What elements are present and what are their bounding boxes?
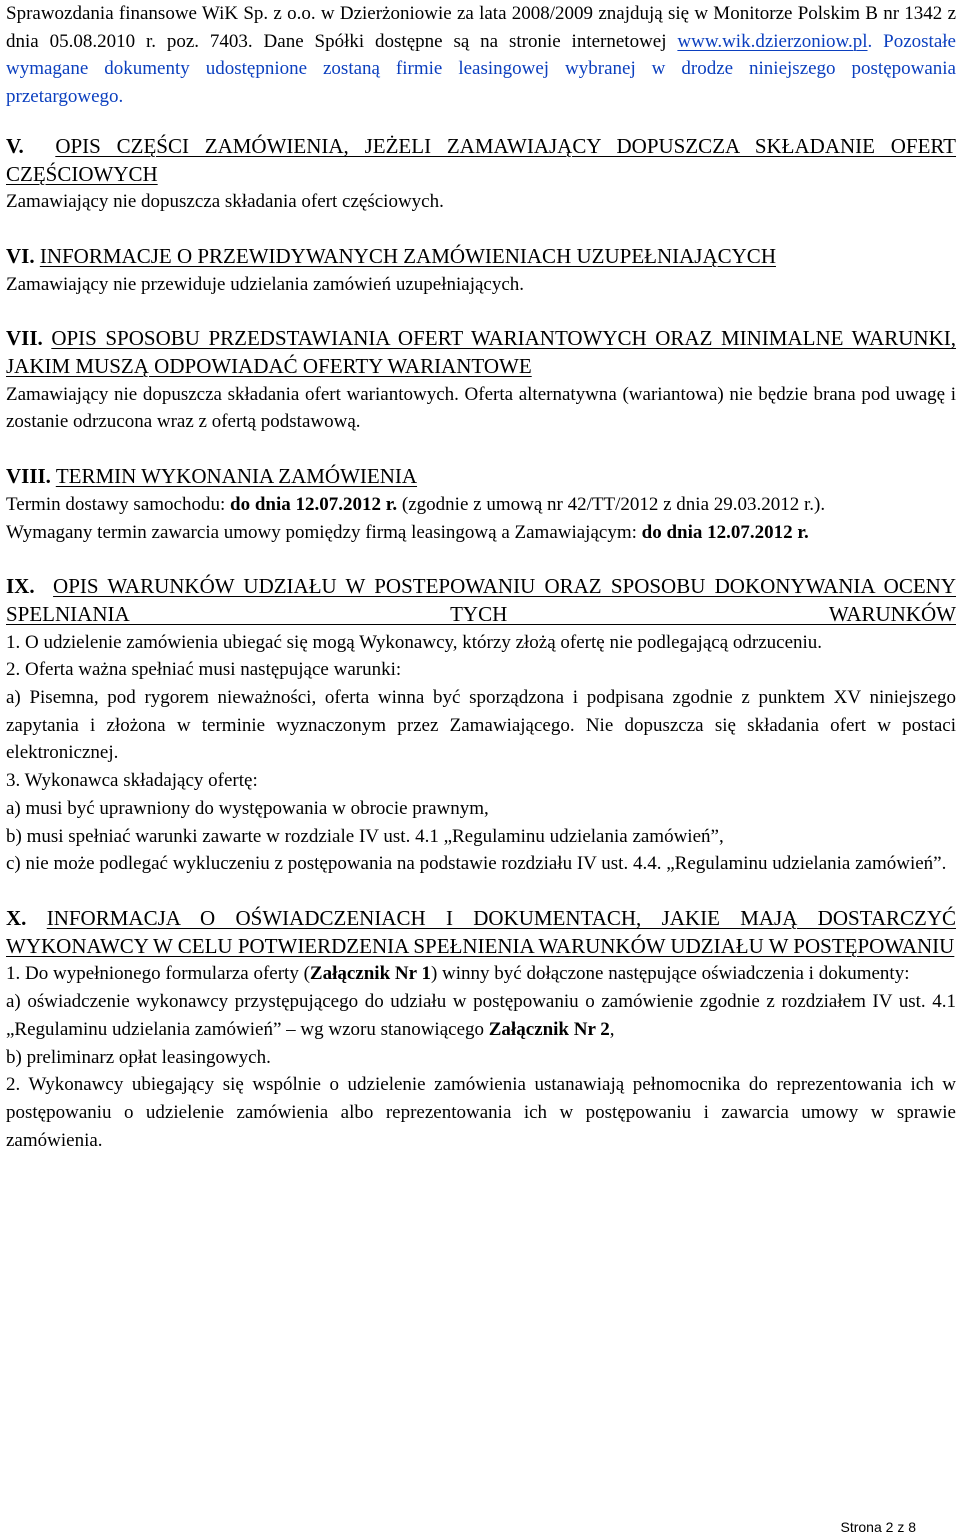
company-website-link[interactable]: www.wik.dzierzoniow.pl: [677, 30, 868, 52]
section-ix-heading: [6, 573, 956, 628]
delivery-term-label: Termin dostawy samochodu:: [6, 493, 230, 515]
section-x-item-1a-end: ,: [609, 1018, 615, 1040]
section-x-title: INFORMACJA O OŚWIADCZENIACH I DOKUMENTACH, JAKIE MAJĄ DOSTARCZYĆ WYKONAWCY W CELU POTWIERDZENIA SPEŁNIENIA WARUNKÓW UDZIAŁU W POSTĘPOWANIU: [6, 905, 956, 958]
section-viii-title: TERMIN WYKONANIA ZAMÓWIENIA: [55, 464, 418, 489]
section-x-item-2: 2. Wykonawcy ubiegający się wspólnie o udzielenie zamówienia ustanawiają pełnomocnika do reprezentowania ich w postępowaniu o udzielenie zamówienia albo reprezentowania ich w postępowaniu i zawarcia umowy w sprawie zamówienia.: [6, 1074, 956, 1151]
section-x-item-1-text: 1. Do wypełnionego formularza oferty (: [6, 963, 310, 985]
section-vii-title: OPIS SPOSOBU PRZEDSTAWIANIA OFERT WARIANTOWYCH ORAZ MINIMALNE WARUNKI, JAKIM MUSZĄ ODPOWIADAĆ OFERTY WARIANTOWE: [6, 326, 957, 379]
section-x-item-1-text-end: ) winny być dołączone następujące oświadczenia i dokumenty:: [430, 963, 910, 985]
section-x-item-1: [6, 960, 956, 988]
attachment-2-ref: Załącznik Nr 2: [488, 1018, 610, 1040]
section-vi-number: VI.: [6, 243, 35, 268]
section-x-number: X.: [6, 905, 27, 930]
intro-paragraph: [6, 0, 956, 111]
section-viii-contract-term: [6, 519, 956, 547]
intro-text-1: Sprawozdania finansowe WiK Sp. z o.o. w Dzierżoniowie za lata 2008/2009 znajdują się w Monitorze Polskim B nr 1342 z dnia 05.08.2010 r. poz. 7403. Dane Spółki dostępne są na stronie internetowej: [6, 3, 956, 52]
section-ix-item-3: 3. Wykonawca składający ofertę:: [6, 770, 258, 792]
delivery-term-date: do dnia 12.07.2012 r.: [230, 493, 398, 515]
section-vii-heading: [6, 325, 956, 380]
section-vi-body: Zamawiający nie przewiduje udzielania zamówień uzupełniających.: [6, 273, 525, 295]
section-viii-heading: [6, 463, 956, 491]
section-ix-item-3c: c) nie może podlegać wykluczeniu z postępowania na podstawie rozdziału IV ust. 4.4. „Regulaminu udzielania zamówień”.: [6, 853, 947, 875]
section-v-title: OPIS CZĘŚCI ZAMÓWIENIA, JEŻELI ZAMAWIAJĄCY DOPUSZCZA SKŁADANIE OFERT CZĘŚCIOWYCH: [6, 133, 957, 186]
section-x-heading: [6, 905, 956, 960]
section-x-item-1a: [6, 988, 956, 1043]
section-x-item-1a-text: a) oświadczenie wykonawcy przystępującego do udziału w postępowaniu o zamówienie zgodnie z rozdziałem IV ust. 4.1 „Regulaminu udzielania zamówień” – wg wzoru stanowiącego: [6, 991, 956, 1040]
intro-text-2: . Pozostałe wymagane dokumenty udostępnione zostaną firmie leasingowej wybranej w drodze niniejszego postępowania przetargowego.: [6, 30, 956, 108]
section-ix-item-3a: a) musi być uprawniony do występowania w obrocie prawnym,: [6, 797, 489, 819]
section-v-heading: [6, 133, 956, 188]
section-ix-item-2a: a) Pisemna, pod rygorem nieważności, oferta winna być sporządzona i podpisana zgodnie z punktem XV niniejszego zapytania i złożona w terminie wyznaczonym przez Zamawiającego. Nie dopuszcza się składania ofert w postaci elektronicznej.: [6, 687, 956, 764]
attachment-1-ref: Załącznik Nr 1: [309, 963, 431, 985]
section-viii-number: VIII.: [6, 464, 51, 489]
section-vi-title: INFORMACJE O PRZEWIDYWANYCH ZAMÓWIENIACH UZUPEŁNIAJĄCYCH: [39, 243, 776, 268]
section-ix-item-3b: b) musi spełniać warunki zawarte w rozdziale IV ust. 4.1 „Regulaminu udzielania zamówień”,: [6, 825, 724, 847]
contract-term-label: Wymagany termin zawarcia umowy pomiędzy firmą leasingową a Zamawiającym:: [6, 521, 642, 543]
section-viii-delivery-term: [6, 491, 956, 519]
section-vii-body: Zamawiający nie dopuszcza składania ofert wariantowych. Oferta alternatywna (wariantowa) nie będzie brana pod uwagę i zostanie odrzucona wraz z ofertą podstawową.: [6, 383, 956, 433]
section-ix-number: IX.: [6, 574, 35, 599]
section-ix-item-2: 2. Oferta ważna spełniać musi następujące warunki:: [6, 659, 402, 681]
section-vii-number: VII.: [6, 326, 43, 351]
delivery-term-note: (zgodnie z umową nr 42/TT/2012 z dnia 29.03.2012 r.).: [397, 493, 826, 515]
section-v-number: V.: [6, 133, 24, 158]
section-x-item-1b: b) preliminarz opłat leasingowych.: [6, 1046, 271, 1068]
section-ix-title: OPIS WARUNKÓW UDZIAŁU W POSTEPOWANIU ORAZ SPOSOBU DOKONYWANIA OCENY SPELNIANIA TYCH WARUNKÓW: [6, 574, 956, 626]
section-ix-item-1: 1. O udzielenie zamówienia ubiegać się mogą Wykonawcy, którzy złożą ofertę nie podlegającą odrzuceniu.: [6, 631, 823, 653]
section-vi-heading: [6, 243, 956, 271]
section-v-body: Zamawiający nie dopuszcza składania ofert częściowych.: [6, 191, 444, 213]
document-page: [6, 0, 956, 1154]
contract-term-date: do dnia 12.07.2012 r.: [641, 521, 809, 543]
page-number: Strona 2 z 8: [840, 1519, 916, 1535]
